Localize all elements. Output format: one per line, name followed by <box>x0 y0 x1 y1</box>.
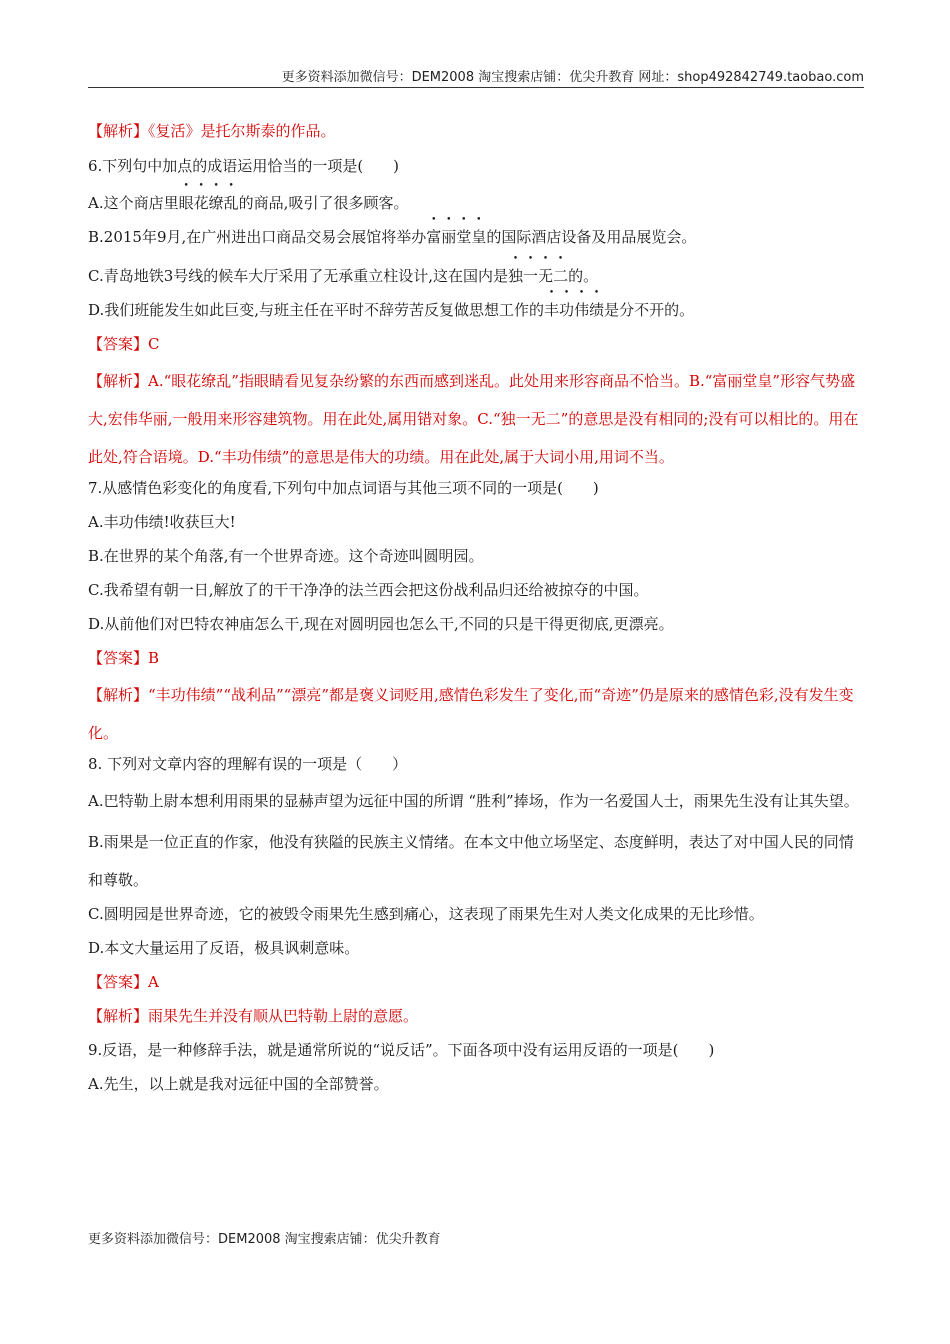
q8-option-d: D.本文大量运用了反语，极具讽刺意味。 <box>88 939 360 957</box>
dotted-char: 乱 <box>223 194 239 212</box>
q7-stem: 7.从感情色彩变化的角度看,下列句中加点词语与其他三项不同的一项是( ) <box>88 479 599 497</box>
q5-analysis: 【解析】《复活》是托尔斯泰的作品。 <box>88 122 336 140</box>
dotted-char: 堂 <box>456 228 472 246</box>
q6-d-post: 是分不开的。 <box>604 301 695 319</box>
dotted-char: 丰 <box>544 301 560 319</box>
dotted-char: 功 <box>559 301 575 319</box>
q7-analysis: 【解析】“丰功伟绩”“战利品”“漂亮”都是褒义词贬用,感情色彩发生了变化,而“奇迹”仍是原来的感情色彩,没有发生变化。 <box>88 686 854 742</box>
q8-option-c: C.圆明园是世界奇迹，它的被毁令雨果先生感到痛心，这表现了雨果先生对人类文化成果的无比珍惜。 <box>88 905 764 923</box>
q7-option-c: C.我希望有朝一日,解放了的干干净净的法兰西会把这份战利品归还给被掠夺的中国。 <box>88 581 649 599</box>
q6-a-post: 的商品,吸引了很多顾客。 <box>238 194 409 212</box>
q6-analysis: 【解析】A.“眼花缭乱”指眼睛看见复杂纷繁的东西而感到迷乱。此处用来形容商品不恰当。B.“富丽堂皇”形容气势盛大,宏伟华丽,一般用来形容建筑物。用在此处,属用错对象。C.“独一无二”的意思是没有相同的;没有可以相比的。用在此处,符合语境。D.“丰功伟绩”的意思是伟大的功绩。用在此处,属于大词小用,用词不当。 <box>88 372 859 466</box>
q9-option-a: A.先生，以上就是我对远征中国的全部赞誉。 <box>88 1075 389 1093</box>
q6-b-pre: B.2015年9月,在广州进出口商品交易会展馆将举办 <box>88 228 427 246</box>
q8-stem: 8. 下列对文章内容的理解有误的一项是（ ） <box>88 755 408 773</box>
dotted-char: 二 <box>553 267 569 285</box>
q6-answer: 【答案】C <box>88 335 160 353</box>
q6-option-a <box>88 194 864 213</box>
q8-answer: 【答案】A <box>88 973 159 991</box>
dotted-char: 一 <box>523 267 539 285</box>
q7-option-a: A.丰功伟绩!收获巨大! <box>88 513 236 531</box>
q6-c-post: 的。 <box>568 267 599 285</box>
dotted-char: 缭 <box>208 194 224 212</box>
q6-a-pre: A.这个商店里 <box>88 194 179 212</box>
dotted-char: 独 <box>508 267 524 285</box>
document-body <box>88 122 864 1109</box>
q7-option-b: B.在世界的某个角落,有一个世界奇迹。这个奇迹叫圆明园。 <box>88 547 484 565</box>
dotted-char: 眼 <box>178 194 194 212</box>
q8-option-a: A.巴特勒上尉本想利用雨果的显赫声望为远征中国的所谓 “胜利”捧场，作为一名爱国人士，雨果先生没有让其失望。 <box>88 792 859 810</box>
q6-c-pre: C.青岛地铁3号线的候车大厅采用了无承重立柱设计,这在国内是 <box>88 267 509 285</box>
q8-analysis: 【解析】雨果先生并没有顺从巴特勒上尉的意愿。 <box>88 1007 419 1025</box>
q9-stem: 9.反语，是一种修辞手法，就是通常所说的“说反话”。下面各项中没有运用反语的一项是( ) <box>88 1041 715 1059</box>
page-footer: 更多资料添加微信号：DEM2008 淘宝搜索店铺：优尖升教育 <box>88 1232 441 1247</box>
dotted-char: 花 <box>193 194 209 212</box>
q6-option-c <box>88 267 864 286</box>
q8-option-b: B.雨果是一位正直的作家，他没有狭隘的民族主义情绪。在本文中他立场坚定、态度鲜明，表达了对中国人民的同情和尊敬。 <box>88 833 854 889</box>
q6-option-d <box>88 301 864 320</box>
dotted-char: 丽 <box>441 228 457 246</box>
dotted-char: 富 <box>426 228 442 246</box>
q6-d-pre: D.我们班能发生如此巨变,与班主任在平时不辞劳苦反复做思想工作的 <box>88 301 545 319</box>
dotted-char: 绩 <box>589 301 605 319</box>
dotted-char: 皇 <box>471 228 487 246</box>
q6-b-post: 的国际酒店设备及用品展览会。 <box>486 228 697 246</box>
header-divider <box>88 87 864 88</box>
dotted-char: 无 <box>538 267 554 285</box>
q6-option-b <box>88 228 864 247</box>
q7-option-d: D.从前他们对巴特农神庙怎么干,现在对圆明园也怎么干,不同的只是干得更彻底,更漂亮。 <box>88 615 674 633</box>
q7-answer: 【答案】B <box>88 649 160 667</box>
page-header: 更多资料添加微信号：DEM2008 淘宝搜索店铺：优尖升教育 网址：shop492842749.taobao.com <box>281 70 864 85</box>
q6-stem: 6.下列句中加点的成语运用恰当的一项是( ) <box>88 157 400 175</box>
dotted-char: 伟 <box>574 301 590 319</box>
